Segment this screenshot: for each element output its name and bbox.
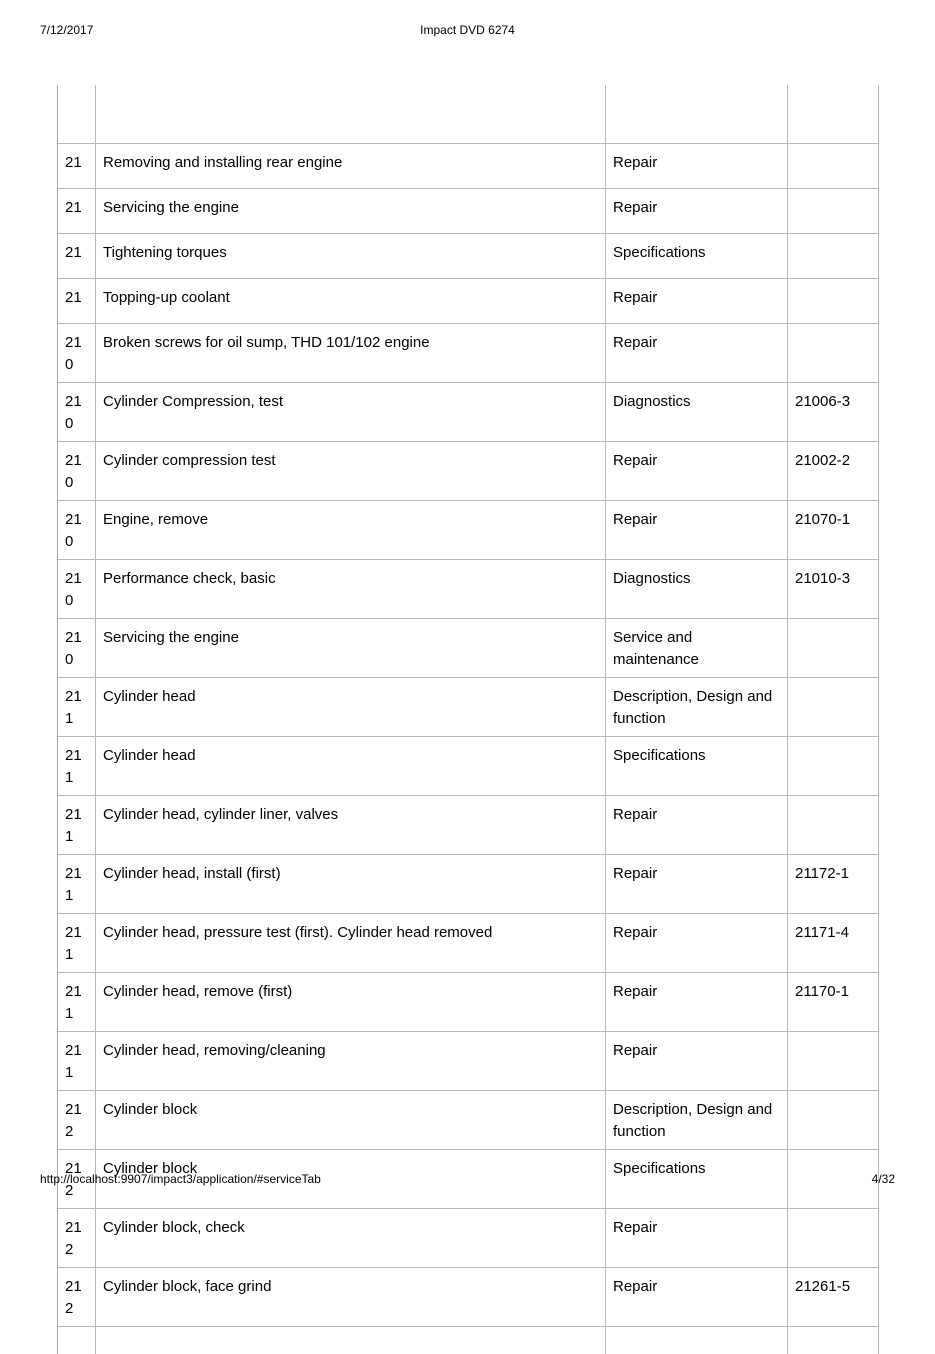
type-cell: Repair xyxy=(606,973,788,1031)
table-row xyxy=(58,324,879,383)
group-cell: 210 xyxy=(58,560,96,618)
type-cell: Repair xyxy=(606,855,788,913)
description-cell: Servicing the engine xyxy=(96,619,606,677)
table-row-partial-top xyxy=(58,85,879,144)
table-row xyxy=(58,442,879,501)
description-cell: Cylinder Compression, test xyxy=(96,383,606,441)
print-footer-url: http://localhost:9907/impact3/application/#serviceTab xyxy=(40,1172,321,1186)
type-cell: Repair xyxy=(606,324,788,382)
type-cell: Specifications xyxy=(606,1150,788,1208)
type-cell: Repair xyxy=(606,189,788,233)
table-row xyxy=(58,144,879,189)
group-cell: 210 xyxy=(58,383,96,441)
table-row xyxy=(58,560,879,619)
type-cell: Service and maintenance xyxy=(606,619,788,677)
group-cell: 211 xyxy=(58,973,96,1031)
code-cell: 21002-2 xyxy=(788,442,879,500)
print-header-date: 7/12/2017 xyxy=(40,23,94,37)
group-cell: 210 xyxy=(58,619,96,677)
description-cell: Tightening torques xyxy=(96,234,606,278)
description-cell: Cylinder compression test xyxy=(96,442,606,500)
code-cell xyxy=(788,1209,879,1267)
type-cell: Repair xyxy=(606,796,788,854)
group-cell: 211 xyxy=(58,1032,96,1090)
group-cell: 210 xyxy=(58,324,96,382)
group-cell: 210 xyxy=(58,442,96,500)
type-cell: Repair xyxy=(606,914,788,972)
table-row xyxy=(58,855,879,914)
code-cell: 21006-3 xyxy=(788,383,879,441)
table-row xyxy=(58,1209,879,1268)
description-cell: Topping-up coolant xyxy=(96,279,606,323)
print-header-title: Impact DVD 6274 xyxy=(420,23,515,37)
description-cell: Cylinder head, removing/cleaning xyxy=(96,1032,606,1090)
code-cell xyxy=(788,279,879,323)
description-cell: Cylinder head xyxy=(96,737,606,795)
description-cell: Broken screws for oil sump, THD 101/102 engine xyxy=(96,324,606,382)
description-cell: Servicing the engine xyxy=(96,189,606,233)
table-row xyxy=(58,189,879,234)
code-cell xyxy=(788,85,879,143)
code-cell xyxy=(788,1032,879,1090)
type-cell: Repair xyxy=(606,144,788,188)
table-row xyxy=(58,914,879,973)
description-cell: Cylinder head, pressure test (first). Cylinder head removed xyxy=(96,914,606,972)
code-cell: 21261-5 xyxy=(788,1268,879,1326)
code-cell: 21070-1 xyxy=(788,501,879,559)
description-cell: Cylinder head, cylinder liner, valves xyxy=(96,796,606,854)
type-cell: Repair xyxy=(606,1209,788,1267)
type-cell: Repair xyxy=(606,501,788,559)
code-cell xyxy=(788,737,879,795)
type-cell: Repair xyxy=(606,442,788,500)
code-cell: 21010-3 xyxy=(788,560,879,618)
type-cell: Specifications xyxy=(606,737,788,795)
table-row xyxy=(58,234,879,279)
code-cell xyxy=(788,1150,879,1208)
group-cell: 21 xyxy=(58,189,96,233)
type-cell: Repair xyxy=(606,1268,788,1326)
description-cell: Cylinder head, install (first) xyxy=(96,855,606,913)
code-cell xyxy=(788,619,879,677)
group-cell: 210 xyxy=(58,501,96,559)
table-row xyxy=(58,973,879,1032)
description-cell: Performance check, basic xyxy=(96,560,606,618)
group-cell: 211 xyxy=(58,678,96,736)
group-cell: 211 xyxy=(58,796,96,854)
group-cell: 212 xyxy=(58,1150,96,1208)
type-cell: Repair xyxy=(606,279,788,323)
description-cell xyxy=(96,85,606,143)
group-cell xyxy=(58,85,96,143)
code-cell xyxy=(788,144,879,188)
description-cell: Engine, remove xyxy=(96,501,606,559)
table-row xyxy=(58,1032,879,1091)
table-row-partial-bottom xyxy=(58,1327,879,1354)
print-footer-page-indicator: 4/32 xyxy=(871,1172,895,1186)
type-cell xyxy=(606,85,788,143)
code-cell xyxy=(788,796,879,854)
table-row xyxy=(58,1268,879,1327)
type-cell: Description, Design and function xyxy=(606,1091,788,1149)
code-cell xyxy=(788,1327,879,1354)
group-cell: 212 xyxy=(58,1209,96,1267)
description-cell: Cylinder block xyxy=(96,1091,606,1149)
table-row xyxy=(58,279,879,324)
group-cell: 212 xyxy=(58,1268,96,1326)
table-row xyxy=(58,619,879,678)
code-cell xyxy=(788,1091,879,1149)
description-cell xyxy=(96,1327,606,1354)
group-cell xyxy=(58,1327,96,1354)
type-cell: Description, Design and function xyxy=(606,678,788,736)
table-row xyxy=(58,501,879,560)
table-row xyxy=(58,1091,879,1150)
group-cell: 212 xyxy=(58,1091,96,1149)
type-cell: Diagnostics xyxy=(606,560,788,618)
code-cell xyxy=(788,189,879,233)
type-cell xyxy=(606,1327,788,1354)
group-cell: 211 xyxy=(58,737,96,795)
description-cell: Cylinder head, remove (first) xyxy=(96,973,606,1031)
table-row xyxy=(58,383,879,442)
code-cell xyxy=(788,324,879,382)
group-cell: 21 xyxy=(58,234,96,278)
group-cell: 211 xyxy=(58,914,96,972)
description-cell: Cylinder head xyxy=(96,678,606,736)
description-cell: Cylinder block, check xyxy=(96,1209,606,1267)
service-table xyxy=(57,85,879,1354)
group-cell: 21 xyxy=(58,144,96,188)
code-cell: 21170-1 xyxy=(788,973,879,1031)
description-cell: Removing and installing rear engine xyxy=(96,144,606,188)
type-cell: Specifications xyxy=(606,234,788,278)
group-cell: 21 xyxy=(58,279,96,323)
group-cell: 211 xyxy=(58,855,96,913)
type-cell: Repair xyxy=(606,1032,788,1090)
service-table-rows xyxy=(58,144,879,1327)
table-row xyxy=(58,796,879,855)
table-row xyxy=(58,737,879,796)
table-row xyxy=(58,678,879,737)
code-cell xyxy=(788,678,879,736)
code-cell: 21172-1 xyxy=(788,855,879,913)
description-cell: Cylinder block xyxy=(96,1150,606,1208)
type-cell: Diagnostics xyxy=(606,383,788,441)
code-cell xyxy=(788,234,879,278)
description-cell: Cylinder block, face grind xyxy=(96,1268,606,1326)
code-cell: 21171-4 xyxy=(788,914,879,972)
